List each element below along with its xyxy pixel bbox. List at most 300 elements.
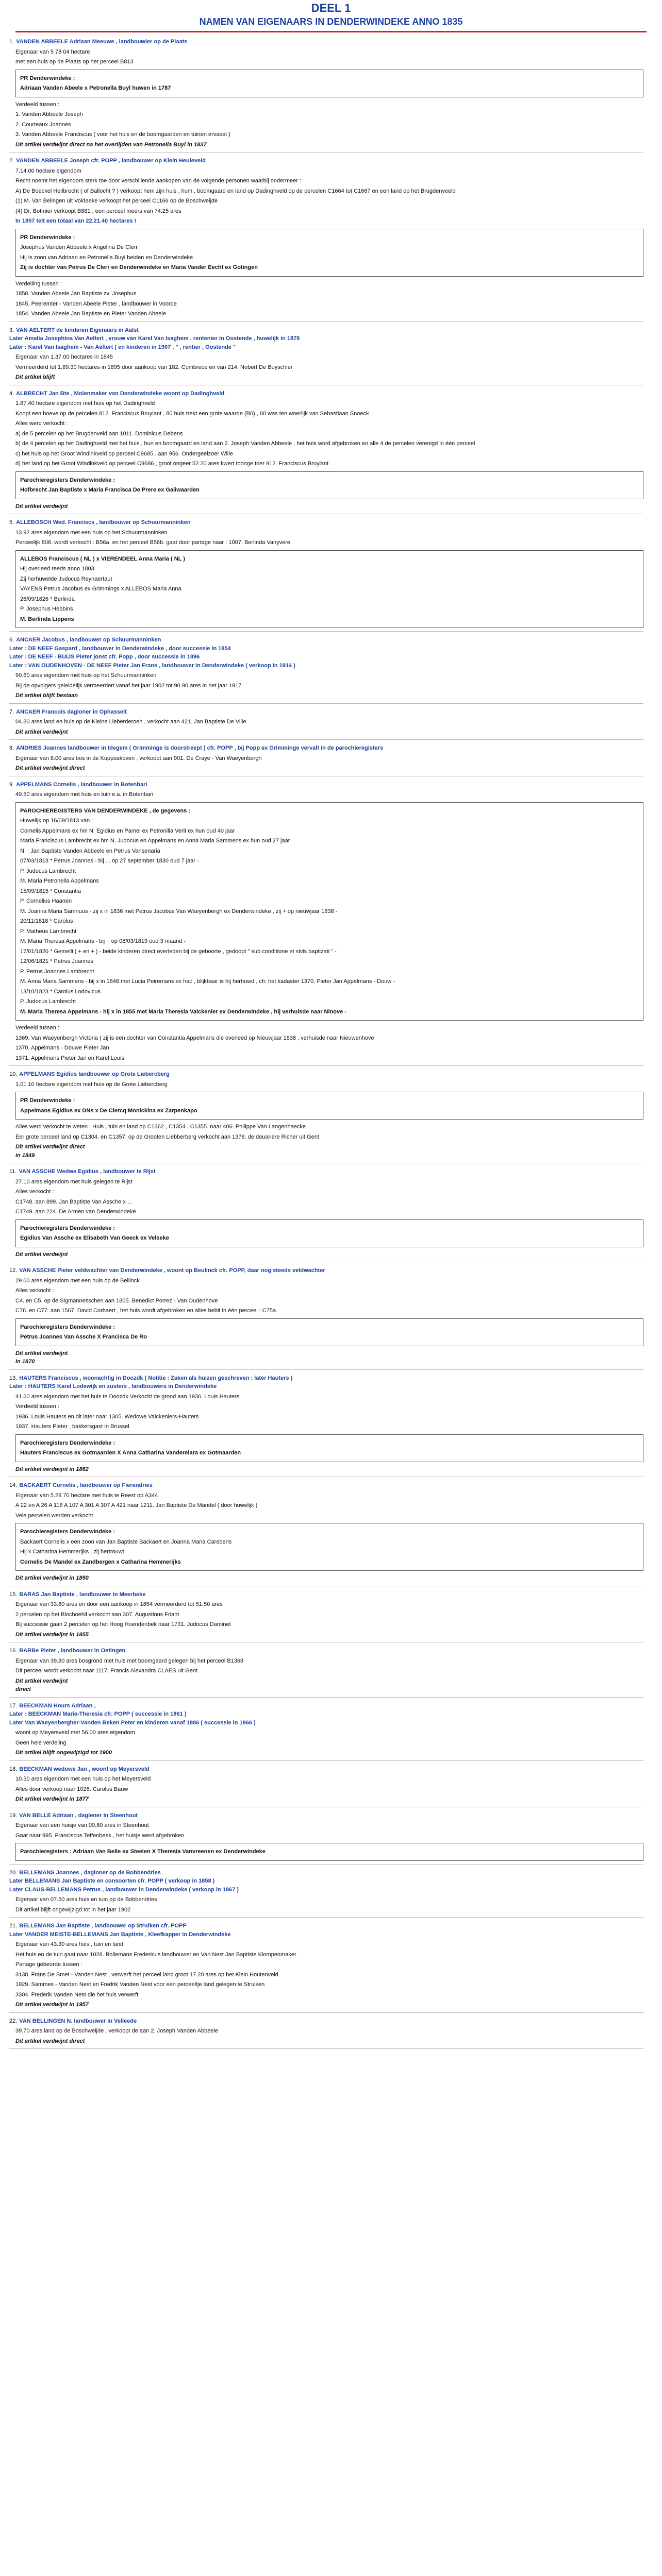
entry-text: Vermeerderd tot 1.89.30 hectares in 1895 door aankoop van 182. Combrece en van 214. Nobert De Buyschier <box>15 364 293 370</box>
entry-text: C1749. aan 224. De Armen van Denderwindeke <box>15 1209 136 1215</box>
entry-note <box>15 1749 643 1757</box>
register-line: Parochieregisters Denderwindeke : <box>20 1439 115 1446</box>
entry-body <box>15 2027 643 2045</box>
entry-heading <box>9 1266 643 1275</box>
entry <box>9 1587 643 1644</box>
register-line: PAROCHIEREGISTERS VAN DENDERWINDEKE , de gegevens : <box>20 807 191 814</box>
entry-text: Alles door verkoop naar 1026. Carolus Bauw <box>15 1786 128 1792</box>
register-box <box>15 1434 643 1462</box>
register-line: Parochieregisters Denderwindeke : <box>20 1324 115 1330</box>
entry-heading <box>9 1374 643 1391</box>
entry-heading-line: Later : BEECKMAN Marie-Theresia cfr. POPP ( successie in 1861 ) <box>9 1711 187 1717</box>
entry <box>9 323 643 386</box>
entry-text: 27.10 ares eigendom met huis gelegen te Rijst <box>15 1178 133 1185</box>
entry-note-line: Dit artikel verdwijnt direct <box>15 765 85 771</box>
entry-text: 90.60 ares eigendom met huis op het Schuurmanninken <box>15 672 157 679</box>
register-line: Parochieregisters : Adriaan Van Belle ex Steelen X Theresia Vanvreenen ex Denderwindeke <box>20 1849 266 1855</box>
register-line: M. Maria Petronella Appelmans <box>20 878 99 884</box>
entry-heading <box>9 1765 643 1774</box>
entry-body <box>15 1821 643 1861</box>
entry-text: Eigenaar van 43.30 ares huis , tuin en land <box>15 1941 124 1947</box>
entry-heading-line: APPELMANS Egidius landbouwer op Grote Liebercberg <box>19 1071 170 1077</box>
register-line: P. Matheus Lambrecht <box>20 928 77 935</box>
entry-text: Verdelling tussen : <box>15 280 62 287</box>
register-line: Parochieregisters Denderwindeke : <box>20 1225 115 1231</box>
entry-text: Verdeeld tussen : <box>15 1403 60 1410</box>
entry-divider <box>9 2048 643 2049</box>
entry-number: 4. <box>9 390 14 397</box>
register-line: 20/11/1818 * Carolus <box>20 918 73 924</box>
entry-note-line: Dit artikel verdwijnt <box>15 503 68 510</box>
register-line: P. Petrus Joannes Lambrecht <box>20 968 94 975</box>
entry <box>9 1067 643 1164</box>
entry-heading <box>9 157 643 165</box>
entry-number: 18. <box>9 1766 18 1772</box>
register-line: P. Judocus Lambrecht <box>20 868 76 874</box>
entry-body <box>15 754 643 773</box>
register-line: Parochieregisters Denderwindeke : <box>20 477 115 483</box>
entry-heading-line: ALLEBOSCH Wed. Franciscs , landbouwer op Schuurmanninken <box>16 519 191 526</box>
entry-text: C1748. aan 899. Jan Baptiste Van Assche x ... <box>15 1198 133 1205</box>
entry-number: 3. <box>9 327 14 333</box>
entry-number: 6. <box>9 637 14 643</box>
entry-body <box>15 1178 643 1259</box>
register-line: 12/06/1821 * Petrus Joannes <box>20 958 93 964</box>
entry-text: 1369. Van Waeyenbergh Victoria ( zij is een dochter van Constantia Appelmans die overleed op Nieuwjaar 1838 , verhuisde naar Nieuwenhove <box>15 1035 374 1041</box>
entry-text: Partage gebeurde tussen : <box>15 1961 82 1968</box>
entry <box>9 154 643 323</box>
register-line: Hauters Franciscus ex Gotmaarden X Anna Catharina Vanderelara ex Gotmaarden <box>20 1450 241 1456</box>
entry-heading-line: BACKAERT Cornelis , landbouwer op Fierendries <box>19 1482 153 1488</box>
entry-text: A 22 en A 26 A 116 A 107 A 301 A 307 A 421 naar 1211. Jan Baptiste De Mandel ( door huwelijk ) <box>15 1502 258 1509</box>
entry-number: 16. <box>9 1648 18 1654</box>
entry-heading-line: VANDEN ABBEELE Adriaan Meeuwe , landbouwier op de Plaats <box>16 39 188 45</box>
entry-number: 20. <box>9 1869 18 1876</box>
entry-number: 9. <box>9 781 14 788</box>
entry <box>9 1164 643 1263</box>
entry-heading-line: BARAS Jan Baptiste , landbouwer in Meerbeke <box>19 1591 146 1598</box>
entry <box>9 1371 643 1479</box>
entry-text: 10.50 ares eigendom met een huis op het Meyersveld <box>15 1776 151 1782</box>
entry-divider <box>9 1065 643 1066</box>
entry-heading-line: ALBRECHT Jan Bte , Molenmaker van Denderwindeke woont op Dadinghveld <box>16 390 225 397</box>
entry-number: 22. <box>9 2018 18 2024</box>
register-line: 17/01/1820 * Gemelli ( + en + ) - beide kinderen direct overleden bij de geboorte , gedoopt " sub conditione et sivis baptizati " - <box>20 948 337 955</box>
entry-note-line: Dit artikel blijft bestaan <box>15 692 78 699</box>
register-line: ALLEBOS Franciscus ( NL ) x VIERENDEEL Anna Maria ( NL ) <box>20 555 185 562</box>
entry-note-line: Dit artikel verdwijnt in 1957 <box>15 2002 89 2008</box>
entry-heading <box>9 389 643 398</box>
entry-text: Eigenaar van 33.60 ares en door een aankoop in 1854 vermeerderd tot 51.50 ares <box>15 1601 223 1607</box>
entry-text: 04.80 ares land en huis op de Kleine Lieberderoeh , verkocht aan 421. Jan Baptiste De Ville <box>15 719 246 725</box>
entry-heading <box>9 1590 643 1599</box>
page-title: DEEL 1 <box>311 2 351 14</box>
entry-text: 1.87.40 hectare eigendom met huis op het Dadinghveld <box>15 400 155 406</box>
register-line: P. Josephus Hebbins <box>20 606 73 612</box>
entry-text: c) het huis op het Groot Windinkveld op perceel C9685 . aan 956. Ondergeelzoer Wille <box>15 450 233 457</box>
entry-number: 13. <box>9 1375 18 1381</box>
entry-body <box>15 1393 643 1474</box>
register-line: Hij overleed reeds anno 1803 <box>20 566 94 572</box>
entry-text: 2 percelen op het Blochoehil verkocht aan 307. Augustinus Friant <box>15 1611 179 1618</box>
entry-heading-line: Later : DE NEEF Gaspard , landbouwer in Denderwindeke , door successie in 1854 <box>9 645 231 652</box>
entry-text: Bij de opvolgers geleidelijk vermeerdert vanaf het jaar 1902 tot 90.90 ares in het jaar 1917 <box>15 682 242 689</box>
entry-text: Geen hele verdeling <box>15 1739 67 1746</box>
entry-body <box>15 1600 643 1639</box>
entry-note <box>15 373 643 382</box>
entry-text: d) het land op het Groot Windinkveld op perceel C9686 , groot ongeer 52.20 ares kwert toonge toer 912. Franciscus Bruylant <box>15 461 329 467</box>
register-box <box>15 471 643 499</box>
entry-number: 2. <box>9 158 14 164</box>
register-line: PR Denderwindeke : <box>20 234 75 241</box>
entry <box>9 705 643 741</box>
entry <box>9 1762 643 1808</box>
entry-body <box>15 48 643 149</box>
entry-heading <box>9 708 643 717</box>
entry-heading-line: BEECKMAN wedowe Jan , woont op Meyersveld <box>19 1766 150 1772</box>
entry-text: Eigenaar van 5.28.70 hectare met huis te Reest op A344 <box>15 1492 158 1499</box>
entry-note <box>15 1574 643 1583</box>
entry-number: 17. <box>9 1702 18 1709</box>
register-box <box>15 229 643 277</box>
entry <box>9 777 643 1067</box>
entry-note <box>15 728 643 737</box>
entry-text: 3304. Frederik Vanden Nest die het huis verwerft <box>15 1991 139 1998</box>
entry-heading-line: Later CLAUS-BELLEMANS Petrus , landbouwer in Denderwindeke ( verkoop in 1867 ) <box>9 1886 239 1893</box>
register-line: Zij herhuwelde Judocus Reynaertaut <box>20 575 112 582</box>
entry-note <box>15 691 643 700</box>
entry-text: Koopt een hoeve op de percelen 812. Franciscus Bruylant , 80 huis trekt een grote waarde (B0) , 80 was ten woerlijk van Sebastiaan Snoeck <box>15 410 369 417</box>
register-line: M. Maria Theresa Appelmans - bij + op 08/03/1819 oud 3 maand - <box>20 938 186 944</box>
entry-heading-line: BARBe Pieter , landbouwer in Oetingen <box>19 1648 126 1654</box>
entry-number: 14. <box>9 1482 18 1488</box>
entry-note <box>15 1631 643 1639</box>
entry-text: Verdeeld tussen : <box>15 101 60 108</box>
entry-note <box>15 1143 643 1160</box>
entry-divider <box>9 739 643 740</box>
entry-text: Eigenaar van 07.50 ares huis en tuin op de Bobbendries <box>15 1896 157 1903</box>
entry-text: 3. Vanden Abbeele Franciscus ( voor het huis en de boomgaarden en tuinen ervaast ) <box>15 131 230 138</box>
entry-note <box>15 141 643 149</box>
entry-body <box>15 1728 643 1757</box>
entry-text: 1371. Appelmans Pieter Jan en Karel Louis <box>15 1055 124 1061</box>
entry-heading-line: Later : DE NEEF - BUIJS Pieter jonst cfr. Popp , door successie in 1896 <box>9 654 200 660</box>
register-box <box>15 1523 643 1571</box>
register-line: 13/10/1823 * Carolus Lodovicus <box>20 988 101 995</box>
entry-text: Alles werd verkocht : <box>15 420 68 427</box>
entry-text: Alles werd verkocht te weten : Huis , tuin en land op C1362 , C1354 , C1355. naar 406. Philippe Van Langenhaecke <box>15 1124 306 1130</box>
entry-heading <box>9 1647 643 1655</box>
entry-body <box>15 1775 643 1804</box>
register-box <box>15 802 643 1021</box>
entry-body <box>15 353 643 382</box>
entry-number: 10. <box>9 1071 18 1077</box>
entry-text: Eer grote perceel land op C1304. en C1357. op de Grooten Liebberberg verkocht aan 1378. de douariere Richer uit Gent <box>15 1133 319 1140</box>
entry-body <box>15 1940 643 2009</box>
register-line: Petrus Joannes Van Assche X Francisca De Ro <box>20 1334 147 1340</box>
entry-heading-line: Later Van Waeyenbergher-Vanden Beken Peter en kinderen vanaf 1886 ( successie in 1866 ) <box>9 1719 256 1726</box>
entry-note <box>15 1349 643 1366</box>
entry <box>9 1866 643 1919</box>
entry <box>9 1478 643 1587</box>
register-box <box>15 1843 643 1861</box>
entry-heading-line: ANDRIES Joannes landbouwer in Idegem ( Grimminge is doorstreept ) cfr. POPP , bij Popp ex Grimminge vervalt in de parochieregisters <box>16 745 384 751</box>
register-box <box>15 550 643 629</box>
entry-number: 1. <box>9 39 14 45</box>
entry-body <box>15 718 643 736</box>
register-line: Cornelis Appelmans ex hm N. Egidius en Pamel ex Petronilla Verit ex hun oud 40 jaar <box>20 827 235 834</box>
entry-text: Eigenaar van 5 78 04 hectare <box>15 48 90 55</box>
entry-note-line: Dit artikel verdwijnt in 1850 <box>15 1575 89 1581</box>
register-line: PR Denderwindeke : <box>20 1097 75 1104</box>
entry-body <box>15 671 643 700</box>
entry-text: 1936. Louis Hauters en dit later naar 1305. Wedowe Valckeniers-Hauters <box>15 1413 199 1420</box>
register-line: Hij x Catharina Hemmerijks , zij hertrouwt <box>20 1549 124 1555</box>
entry-divider <box>9 1864 643 1865</box>
entry-note-line: Dit artikel verdwijnt direct <box>15 1144 85 1150</box>
entry-text: Bij successie gaan 2 percelen op het Hoog Hoendenbek naar 1731. Judocus Daminet <box>15 1621 231 1628</box>
entry-divider <box>9 1760 643 1761</box>
entry-heading-line: BELLEMANS Joannes , dagloner op de Bobbendries <box>19 1869 161 1876</box>
entry-text: Verdeeld tussen : <box>15 1025 60 1031</box>
entry-heading <box>9 1922 643 1939</box>
entry-note <box>15 764 643 773</box>
entry-text: met een huis op de Plaats op het perceel B813 <box>15 59 134 65</box>
entry-note <box>15 2001 643 2009</box>
register-line: Cornelis De Mandel ex Zandbergen x Catharina Hemmerijks <box>20 1558 181 1565</box>
register-line: 26/09/1826 * Berlinda <box>20 596 75 602</box>
entry-body <box>15 790 643 1062</box>
entry-note <box>15 502 643 511</box>
entry-heading-line: VAN BELLE Adriaan , daglener in Steenhout <box>19 1812 138 1819</box>
entry-heading <box>9 1070 643 1079</box>
entry-note-line: in 1870 <box>15 1359 35 1365</box>
entry-heading-line: HAUTERS Franciscus , woonachtig in Doozdk ( Notitie : Zaken als huizen geschreven : later Hauters ) <box>19 1375 293 1381</box>
register-line: M. Joanna Maria Samnuus - zij x in 1836 met Petrus Jacobus Van Waeyenbergh ex Denderwindeke , zij + op nieuwjaar 1838 - <box>20 908 338 914</box>
entry-number: 12. <box>9 1267 18 1274</box>
entry-heading-line: Later BELLEMANS Jan Baptiste en consoorten cfr. POPP ( verkoop in 1858 ) <box>9 1878 215 1884</box>
entry-text: 1858. Vanden Abeele Jan Baptiste zv. Josephus <box>15 291 137 297</box>
register-box <box>15 70 643 97</box>
entry-heading <box>9 1869 643 1894</box>
entry <box>9 386 643 516</box>
entry-note-line: Dit artikel verdwijnt in 1855 <box>15 1631 89 1638</box>
entry-body <box>15 1657 643 1694</box>
entry-number: 5. <box>9 519 14 526</box>
register-line: Josephus Vanden Abbeele x Angelina De Clerr <box>20 244 138 250</box>
entry-text: woont op Meyersveld met 56.00 ares eigendom <box>15 1730 135 1736</box>
entry-text: A) De Boeckel Heilbrecht ( of Ballocht ? ) verkoopt hem zijn huis , hum , boomgaard en land op Dadinghveld op de percelen C1664 tot C1667 en een land op het Brugdenveeld <box>15 188 456 194</box>
register-line: Hofbrecht Jan Baptiste x Maria Francisca De Prere ex Gaiiwaarden <box>20 487 200 493</box>
entry-body <box>15 1895 643 1914</box>
entry-heading <box>9 1702 643 1727</box>
register-line: 07/03/1813 * Petrus Joannes - bij ... op 27 september 1830 oud 7 jaar - <box>20 858 199 864</box>
entry-heading-line: Later : HAUTERS Karel Lodewijk en zusters , landbouwers in Denderwindeke <box>9 1383 217 1389</box>
entry-heading <box>9 636 643 670</box>
entry-body <box>15 399 643 511</box>
entry-heading-line: VAN AELTERT de kinderen Eigenaars in Aalst <box>16 327 139 333</box>
entry-text: Eigenaar van 1.37.00 hectares in 1845 <box>15 354 113 360</box>
entry-body <box>15 1492 643 1583</box>
page-header <box>0 0 662 32</box>
entry <box>9 633 643 705</box>
entry-text: (4) Dr. Botmier verkoopt B881 , een perceel meers van 74.25 ares <box>15 208 181 214</box>
register-line: N. : Jan Baptiste Vanden Abbeele en Petrus Vansenaria <box>20 848 160 854</box>
entry <box>9 1808 643 1866</box>
entry-note-line: Dit artikel verdwijnt <box>15 1251 68 1258</box>
register-line: M. Anna Maria Sammens - bij x in 1848 met Lucia Peiremans ex hac , blijkbaar is hij herhuwd , cfr. het kadaster 1370. Pieter Jan Appelmans - Douw - <box>20 978 395 985</box>
register-box <box>15 1219 643 1247</box>
register-line: VAYENS Petrus Jacobus ex Grimmings x ALLEBOS Maria Anna <box>20 586 181 592</box>
entry-heading <box>9 1811 643 1820</box>
entry-heading-line: VANDEN ABBEELE Joseph cfr. POPP , landbouwer op Klein Heuleveld <box>16 158 206 164</box>
entry-note-line: Dit artikel verdwijnt <box>15 728 68 735</box>
register-line: Egidius Van Assche ex Elisabeth Van Geeck ex Velseke <box>20 1235 169 1241</box>
entry-text: Gaat naar 995. Franciscus Teffenbeek , het huisje werd afgebroken <box>15 1832 185 1839</box>
entry-heading-line: BELLEMANS Jan Baptiste , landbouwer op Struiken cfr. POPP <box>19 1923 187 1929</box>
entry-note <box>15 1250 643 1259</box>
entry-note <box>15 1677 643 1694</box>
entry-heading <box>9 2017 643 2026</box>
entry-heading <box>9 326 643 352</box>
entry-heading-line: Later Amalia Josephina Van Aeltert , vrouw van Karel Van Isaghem , rentenier in Oostende , huwelijk in 1876 <box>9 335 300 342</box>
entry-heading-line: Later VANDER MEISTE-BELLEMANS Jan Baptiste , Kleefkapper in Denderwindeke <box>9 1931 231 1938</box>
entry-divider <box>9 321 643 322</box>
entry <box>9 741 643 777</box>
entry-heading-line: Later : VAN OUDENHOVEN - DE NEEF Pieter Jan Frans , landbouwer in Denderwindeke ( verkoop in 1914 ) <box>9 662 295 669</box>
entry-divider <box>9 1369 643 1370</box>
entry-text: b) de 4 percelen op het Dadinghveld met het huis , hun en boomgaard en land aan 2. Joseph Vanden Abbeele , het huis word afgebroken en alle 4 de percelen verenigd in één perceel <box>15 440 475 447</box>
entry-text: Recht noemt het eigendom sterk toe door verschillende aankopen van de volgende personen waarbij ondermeer : <box>15 178 302 184</box>
entry-number: 15. <box>9 1591 18 1598</box>
entry <box>9 1699 643 1762</box>
entry-note <box>15 2037 643 2046</box>
entry-heading-line: VAN BELLINGEN N. landbouwer in Velleede <box>19 2018 137 2024</box>
entry <box>9 1919 643 2014</box>
entry-text: C76. en C77. aan 1567. David Corbaert , het huis wordt afgebroken en alles bebit in één perceel ; C75a. <box>15 1308 278 1314</box>
entry-text: 29.00 ares eigendom met een huis op de Beilinck <box>15 1277 140 1284</box>
register-line: Parochieregisters Denderwindeke : <box>20 1529 115 1535</box>
entry <box>9 1643 643 1699</box>
entry-highlight: In 1857 telt een totaal van 22.21.40 hectares ! <box>15 218 137 224</box>
entry-text: Eigenaar van een huisje van 00.80 ares in Steenhout <box>15 1822 149 1828</box>
entry-heading-line: ANCAER Francois dagloner in Ophasselt <box>16 708 127 715</box>
register-box <box>15 1092 643 1120</box>
entry-note-line: Dit artikel blijft <box>15 374 55 380</box>
entry-heading <box>9 1167 643 1176</box>
entry-text: a) de 5 percelen op het Brugdenveld aan 1011. Dominicus Debens <box>15 430 183 437</box>
entry-note <box>15 1465 643 1474</box>
entry-divider <box>9 1697 643 1698</box>
entry-divider <box>9 1917 643 1918</box>
entry-note-line: Dit artikel verdwijnt <box>15 1677 68 1684</box>
register-line: Maria Franciscus Lambrecht ex hm N. Judocus en Appelmans en Anna Maria Sammens ex hun oud 27 jaar <box>20 838 290 844</box>
entry-note-line: direct <box>15 1686 31 1692</box>
register-line: Appelmans Egidius ex DNs x De Clercq Monickina ex Zarpenkapo <box>20 1107 197 1114</box>
entry-number: 19. <box>9 1812 18 1819</box>
page-subtitle: NAMEN VAN EIGENAARS IN DENDERWINDEKE ANNO 1835 <box>199 16 463 27</box>
entry <box>9 2014 643 2050</box>
entry-body <box>15 1080 643 1160</box>
entry-heading-line: VAN ASSCHE Wedwe Egidius , landbouwer te Rijst <box>19 1168 156 1175</box>
entry-text: 3138. Frans De Smet - Vanden Nest , verwerft het perceel land groot 17.20 ares op het Klein Houtenveld <box>15 1971 278 1978</box>
entry-note-line: Dit artikel verdwijnt <box>15 1350 68 1357</box>
entry-text: Dit perceel wordt verkocht naar 1117. Francis Alexandra CLAES uit Gent <box>15 1668 197 1674</box>
entry-number: 8. <box>9 745 14 751</box>
entry-heading <box>9 781 643 789</box>
entry-heading-line: APPELMANS Cornelis , landbouwer in Botenbari <box>16 781 147 788</box>
register-line: P. Cornelius Haanen <box>20 898 72 904</box>
entry-text: 7.14.00 hectare eigendom <box>15 167 81 174</box>
entry-heading <box>9 744 643 753</box>
entry-text: C4. en C5. op de Sigmannesschen aan 1805. Benedict Porrez - Van Oudenhove <box>15 1297 218 1304</box>
entry-heading-line: VAN ASSCHE Pieter veldwachter van Denderwindeke , woont op Beulinck cfr. POPP, daar nog steeds veldwachter <box>19 1267 325 1274</box>
entry-divider <box>9 631 643 632</box>
entry-body <box>15 167 643 318</box>
register-box <box>15 1318 643 1346</box>
register-line: M. Maria Theresa Appelmans - hij x in 1855 met Maria Theresia Valckenier ex Denderwindeke , hij verhuisde naar Ninove - <box>20 1008 346 1015</box>
register-line: M. Berlinda Lippens <box>20 616 74 622</box>
entry-note-line: in 1849 <box>15 1152 35 1159</box>
entry <box>9 1263 643 1371</box>
entry-text: (1) M. Van Belingen uit Voldeeke verkoopt het perceel C1166 op de Boschweijde <box>15 198 218 204</box>
entry-body <box>15 1277 643 1366</box>
entry-heading <box>9 1481 643 1490</box>
entry-text: Alles verkocht : <box>15 1287 54 1294</box>
register-line: Hij is zoon van Adriaan en Petronella Buyl beiden en Denderwindeke <box>20 254 193 261</box>
entry-text: 40.50 ares eigendom met huis en tuin e.a. in Botenbari <box>15 791 154 798</box>
entry-number: 21. <box>9 1923 18 1929</box>
entry-note-line: Dit artikel blijft ongewijzigd tot 1900 <box>15 1750 112 1756</box>
entry <box>9 35 643 154</box>
entry-text: Vele percelen werden verkocht <box>15 1512 93 1519</box>
entry-heading-line: ANCAER Jacobus , landbouwer op Schuurmanninken <box>16 637 161 643</box>
entry-divider <box>9 703 643 704</box>
register-line: 15/09/1815 * Constantia <box>20 888 81 894</box>
entry-number: 7. <box>9 708 14 715</box>
entry-text: Eigenaar van 8.00 ares bos in de Kupposkoven , verkoopt aan 901. De Craye - Van Waeyenbergh <box>15 755 262 761</box>
entry-heading <box>9 38 643 46</box>
entry-text: Alles verkocht : <box>15 1189 54 1195</box>
entry-note-line: Dit artikel verdwijnt direct na het overlijden van Petronella Buyl in 1837 <box>15 141 207 148</box>
entry-text: 2. Courteaux Joannes <box>15 121 71 128</box>
register-line: Adriaan Vanden Abeele x Petronella Buyl huwen in 1787 <box>20 85 171 91</box>
entry-note-line: Dit artikel verdwijnt in 1877 <box>15 1796 89 1802</box>
entry-text: 1854. Vanden Abeele Jan Baptiste en Pieter Vanden Abeele <box>15 311 166 317</box>
register-line: PR Denderwindeke : <box>20 75 75 81</box>
register-line: Backaert Cornelis x een zoon van Jan Baptiste Backaert en Joanna Maria Carebens <box>20 1538 232 1545</box>
entry-text: Eigenaar van 39.80 ares bosgrond met huis met boomgaard gelegen bij het perceel B1368 <box>15 1657 244 1664</box>
entry-text: Dit artikel blijft ongewijzigd tot in het jaar 1902 <box>15 1906 131 1913</box>
entry-text: 1937. Hauters Pieter , bakkersgast in Brussel <box>15 1423 129 1430</box>
entry-heading-line: BEECKMAN Hours Adriaan , <box>19 1702 96 1709</box>
entry <box>9 515 643 633</box>
entry-note-line: Dit artikel verdwijnt in 1862 <box>15 1466 89 1472</box>
register-line: P. Judocus Lambrecht <box>20 998 76 1005</box>
entry-number: 11. <box>9 1168 17 1175</box>
entry-text: 1370. Appelmans - Douwe Pieter Jan <box>15 1045 109 1051</box>
entry-text: 13.92 ares eigendom met een huis op het Schuurmanninken <box>15 529 168 536</box>
entry-divider <box>9 2012 643 2013</box>
entry-text: Het huis en de tuin gaat naar 1028. Bollemans Fredericus landbouwer en Van Nest Jan Baptiste Klompenmaker <box>15 1951 296 1958</box>
register-line: Zij is dochter van Petrus De Clerr en Denderwindeke en Maria Vander Eecht ex Gotingen <box>20 264 258 270</box>
entry-note-line: Dit artikel verdwijnt direct <box>15 2038 85 2044</box>
entry-text: 1. Vanden Abbeele Joseph <box>15 111 83 117</box>
entry-note <box>15 1795 643 1804</box>
entry-heading <box>9 518 643 527</box>
entries-list <box>0 32 662 2050</box>
entry-text: Perceelijk 806. wordt verkocht : B56a. en het perceel B56b. gaat door partage naar : 1007. Berlinda Vanyvere <box>15 539 291 546</box>
